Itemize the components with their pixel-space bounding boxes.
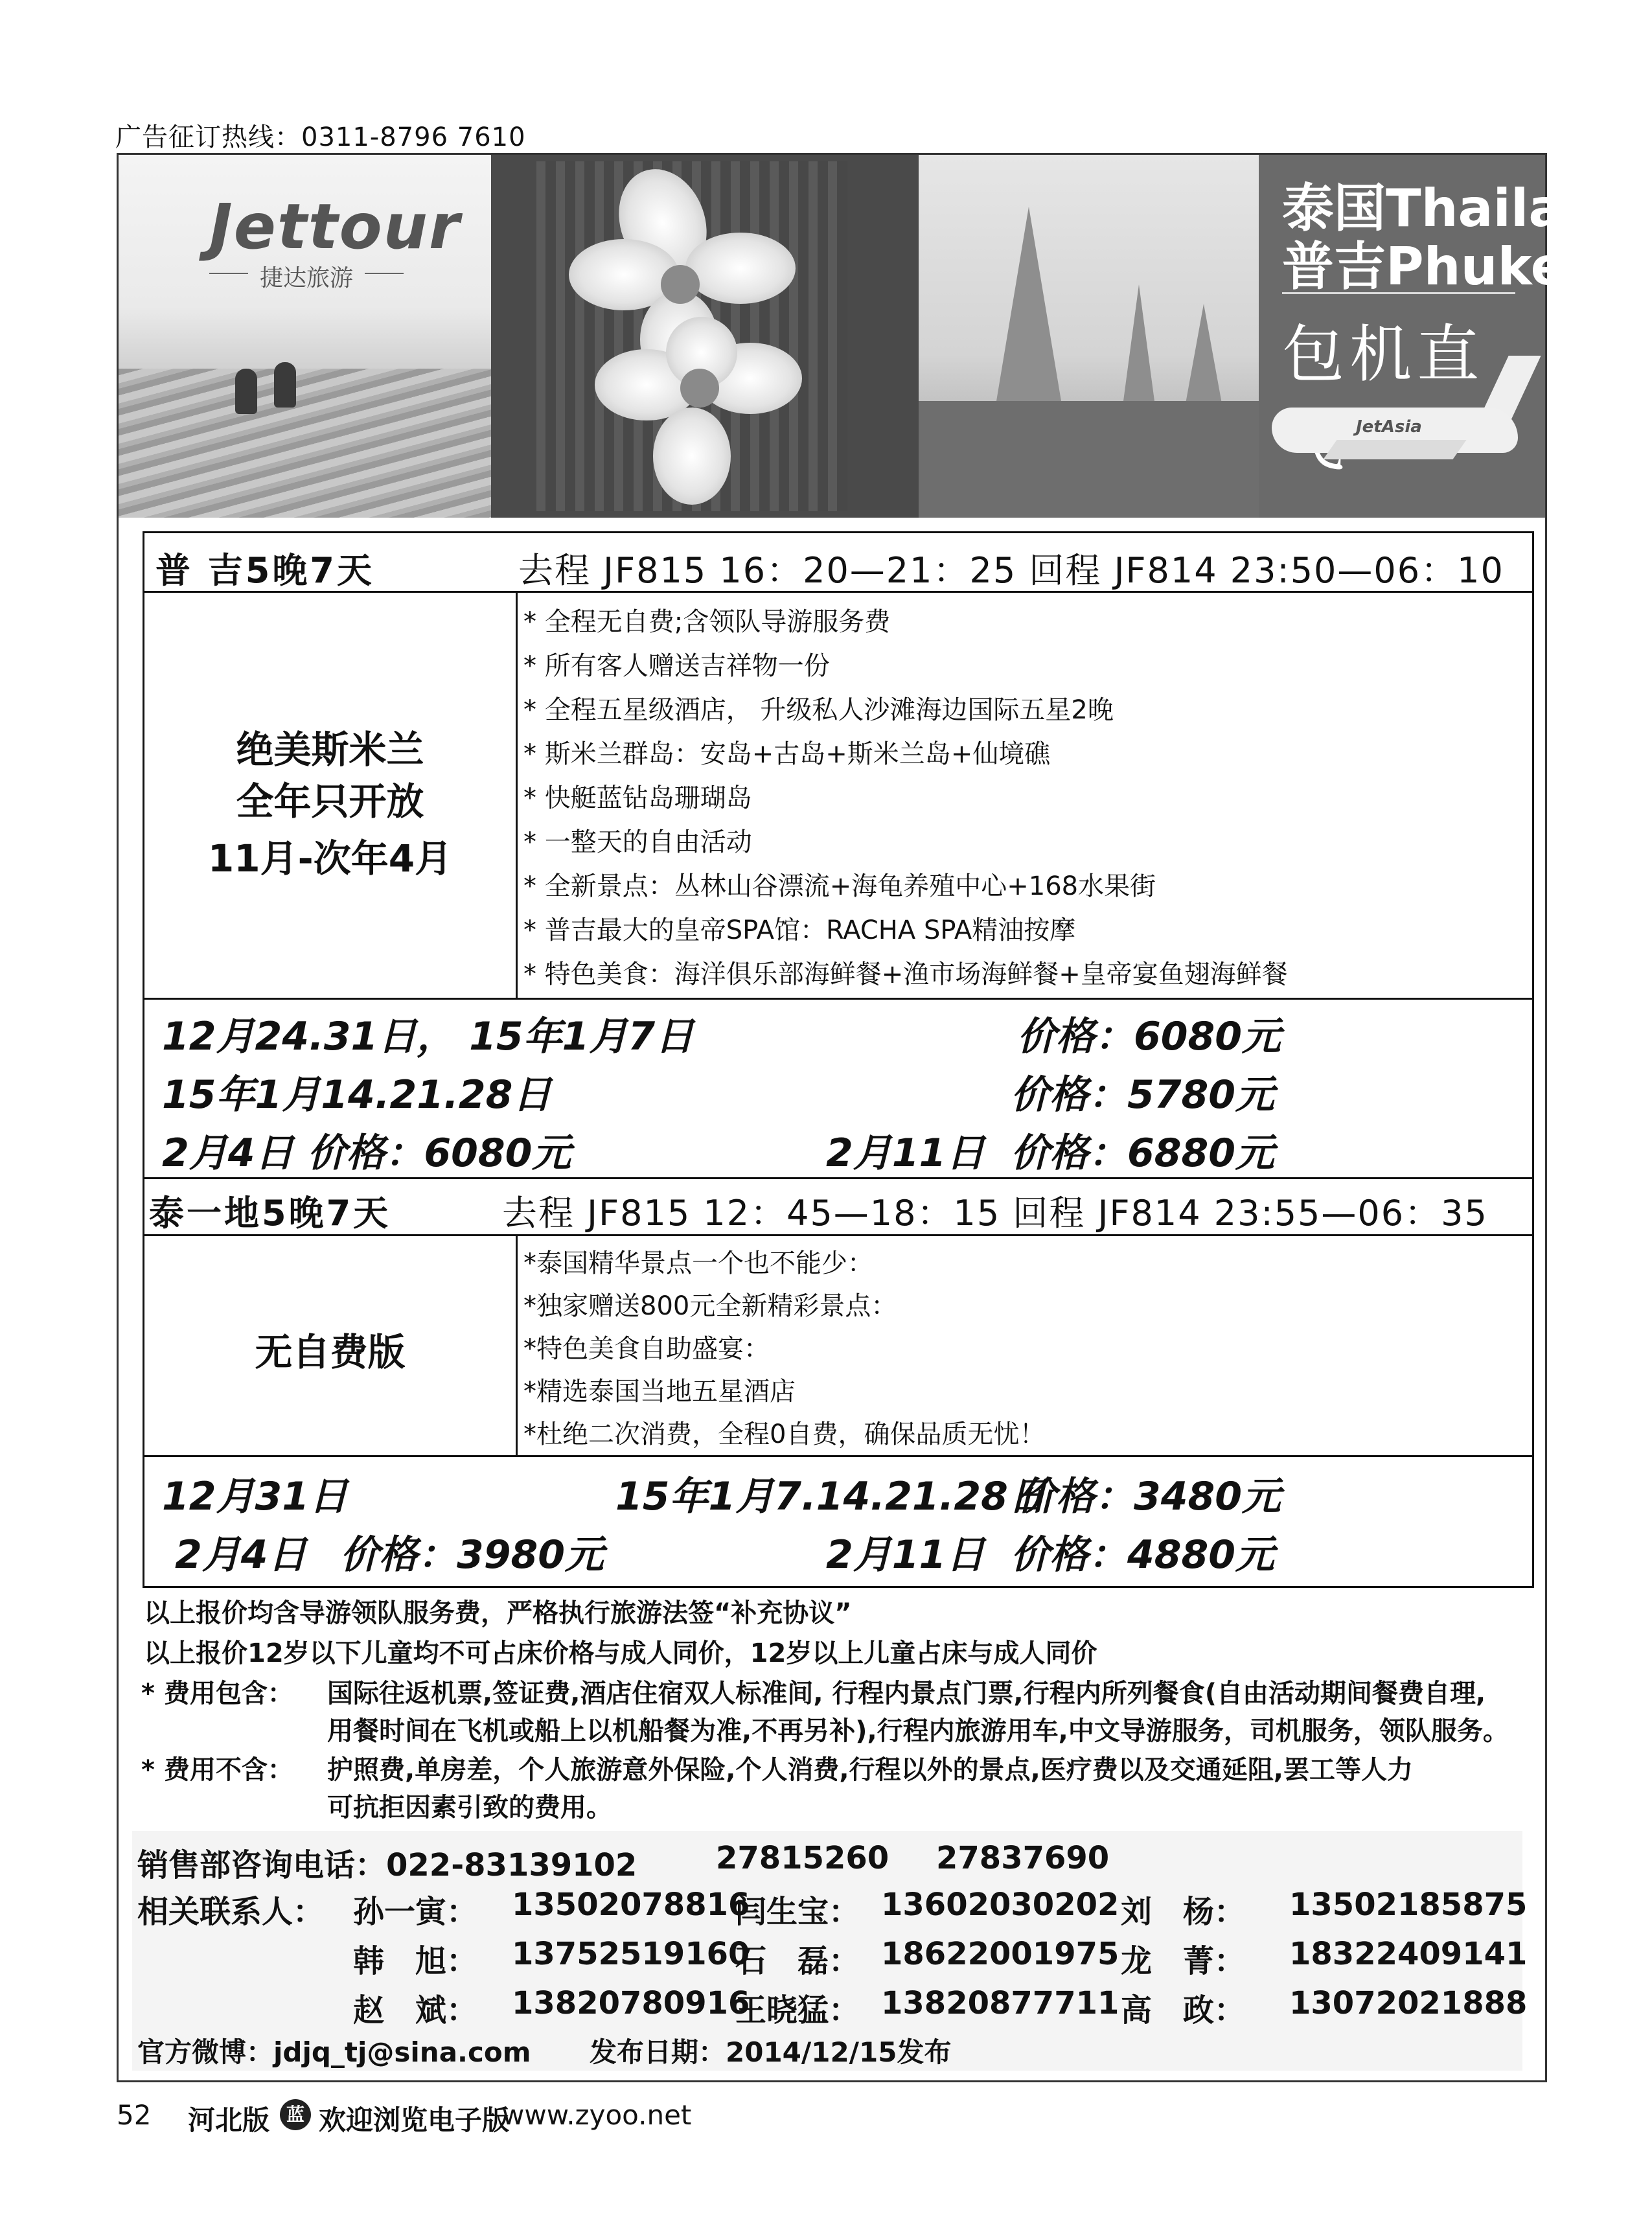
section1-price: 价格：6880元: [1011, 1131, 1274, 1176]
section1-feature: * 所有客人赠送吉祥物一份: [523, 651, 830, 681]
jettour-logo-subtitle: 捷达旅游: [259, 265, 353, 292]
contact-name: 闫生宝：: [735, 1894, 860, 1930]
contact-phone: 13820780916: [512, 1985, 750, 2021]
airline-logo: JetAsia: [1356, 417, 1422, 437]
section1-dates: 2月4日 价格：6080元: [162, 1131, 571, 1176]
table-rule: [143, 998, 1534, 1000]
lan-badge-icon: 蓝: [280, 2099, 311, 2130]
contact-people-label: 相关联系人：: [137, 1894, 325, 1930]
title-panel: [1259, 155, 1638, 518]
welcome-text: 欢迎浏览电子版: [319, 2104, 510, 2136]
ad-hotline: 广告征订热线：0311-8796 7610: [115, 122, 526, 152]
contact-phone: 13820877711: [881, 1985, 1119, 2021]
section1-feature: * 全新景点：丛林山谷漂流+海龟养殖中心+168水果街: [523, 871, 1156, 901]
section1-feature: * 斯米兰群岛：安岛+古岛+斯米兰岛+仙境礁: [523, 739, 1051, 769]
section2-feature: *精选泰国当地五星酒店: [523, 1377, 796, 1407]
fee-include-text: 国际往返机票,签证费,酒店住宿双人标准间, 行程内景点门票,行程内所列餐食(自由活动期间餐费自理,: [327, 1679, 1486, 1708]
section1-feature: * 快艇蓝钻岛珊瑚岛: [523, 783, 752, 813]
section1-highlight: 绝美斯米兰: [236, 728, 424, 772]
contact-phone: 13502185875: [1289, 1887, 1528, 1923]
section2-flight: 去程 JF815 12：45—18：15 回程 JF814 23:55—06：35: [502, 1193, 1488, 1234]
section1-feature: * 特色美食：海洋俱乐部海鲜餐+渔市场海鲜餐+皇帝宴鱼翅海鲜餐: [523, 960, 1288, 989]
page-number: 52: [117, 2099, 152, 2131]
section2-feature: *特色美食自助盛宴：: [523, 1334, 770, 1364]
section1-dates: 15年1月14.21.28日: [162, 1072, 552, 1118]
contact-name: 高 政：: [1121, 1992, 1246, 2029]
sea-water: [119, 369, 491, 518]
temple-photo: [919, 155, 1259, 518]
contact-name: 龙 菁：: [1121, 1943, 1246, 1979]
fee-exclude-text: 护照费,单房差，个人旅游意外保险,个人消费,行程以外的景点,医疗费以及交通延阻,罢工等人力: [327, 1755, 1413, 1785]
contact-name: 赵 斌：: [353, 1992, 478, 2029]
orchid-petal: [685, 233, 796, 304]
orchid-photo: [491, 155, 919, 518]
fee-include-label: * 费用包含：: [141, 1679, 293, 1708]
fee-exclude-text: 可抗拒因素引致的费用。: [327, 1793, 612, 1822]
jettour-logo: Jettour: [209, 190, 461, 263]
section2-dates: 12月31日: [162, 1474, 348, 1519]
official-weibo: 官方微博：jdjq_tj@sina.com: [137, 2036, 531, 2068]
section2-price: 价格：3480元: [1017, 1474, 1281, 1519]
sales-phone: 27815260: [716, 1840, 889, 1876]
beach-photo: [119, 155, 491, 518]
table-column-divider: [516, 591, 518, 998]
contact-name: 韩 旭：: [353, 1943, 478, 1979]
section1-feature: * 全程五星级酒店， 升级私人沙滩海边国际五星2晚: [523, 695, 1114, 725]
banner-charter-flight: 包机直: [1282, 318, 1484, 391]
note-line: 以上报价均含导游领队服务费，严格执行旅游法签“补充协议”: [144, 1598, 852, 1628]
airplane-wing: [1323, 440, 1466, 459]
contact-name: 刘 杨：: [1121, 1894, 1246, 1930]
temple-base: [919, 401, 1259, 518]
banner-divider: [1282, 292, 1515, 294]
swimmer-figure: [235, 369, 257, 414]
contact-phone: 18322409141: [1289, 1936, 1528, 1972]
edition-label: 河北版: [188, 2104, 270, 2136]
contact-phone: 13072021888: [1289, 1985, 1528, 2021]
contact-phone: 13502078816: [512, 1887, 750, 1923]
section2-price: 价格：4880元: [1011, 1532, 1274, 1578]
contact-phone: 13602030202: [881, 1887, 1119, 1923]
site-link[interactable]: www.zyoo.net: [502, 2099, 692, 2131]
section1-highlight: 11月-次年4月: [207, 836, 453, 880]
section1-title: 普 吉5晚7天: [155, 550, 374, 591]
section2-dates: 2月4日: [175, 1532, 307, 1578]
contact-phone: 18622001975: [881, 1936, 1119, 1972]
table-rule: [143, 1455, 1534, 1457]
banner-title-thailand: 泰国Thailand: [1282, 178, 1638, 238]
release-date: 发布日期：2014/12/15发布: [590, 2036, 952, 2068]
section2-title: 泰一地5晚7天: [149, 1193, 391, 1234]
contact-name: 王晓猛：: [735, 1992, 860, 2029]
section2-dates: 15年1月7.14.21.28日: [615, 1474, 1047, 1519]
section1-flight: 去程 JF815 16：20—21：25 回程 JF814 23:50—06：10: [518, 550, 1504, 591]
section1-price: 价格：5780元: [1011, 1072, 1274, 1118]
fee-exclude-label: * 费用不含：: [141, 1755, 293, 1785]
sales-phone: 27837690: [936, 1840, 1110, 1876]
section1-dates: 2月11日: [826, 1131, 985, 1176]
section1-feature: * 一整天的自由活动: [523, 827, 752, 857]
orchid-petal: [653, 408, 731, 505]
section2-feature: *杜绝二次消费，全程0自费，确保品质无忧！: [523, 1420, 1046, 1449]
section1-dates: 12月24.31日， 15年1月7日: [162, 1014, 694, 1059]
sales-phone: 销售部咨询电话：022-83139102: [137, 1847, 637, 1883]
logo-rule-right: [365, 273, 404, 274]
contact-name: 孙一寅：: [353, 1894, 478, 1930]
section2-feature: *泰国精华景点一个也不能少：: [523, 1248, 873, 1278]
section2-dates: 2月11日: [826, 1532, 985, 1578]
section1-feature: * 普吉最大的皇帝SPA馆：RACHA SPA精油按摩: [523, 915, 1076, 945]
section1-price: 价格：6080元: [1017, 1014, 1281, 1059]
section2-highlight: 无自费版: [255, 1330, 406, 1374]
contact-phone: 13752519160: [512, 1936, 750, 1972]
note-line: 以上报价12岁以下儿童均不可占床价格与成人同价，12岁以上儿童占床与成人同价: [144, 1638, 1097, 1668]
fee-include-text: 用餐时间在飞机或船上以机船餐为准,不再另补),行程内旅游用车,中文导游服务，司机服务，领队服务。: [327, 1716, 1509, 1746]
section2-price: 价格：3980元: [340, 1532, 604, 1578]
banner: [119, 155, 1638, 518]
contact-name: 石 磊：: [735, 1943, 860, 1979]
orchid-center: [661, 265, 700, 304]
swimmer-figure: [274, 362, 296, 408]
section1-feature: * 全程无自费;含领队导游服务费: [523, 607, 891, 637]
orchid-center: [680, 369, 719, 408]
banner-title-phuket: 普吉Phuket: [1282, 236, 1591, 297]
section2-feature: *独家赠送800元全新精彩景点：: [523, 1291, 897, 1321]
section1-highlight: 全年只开放: [236, 779, 424, 823]
table-column-divider: [516, 1234, 518, 1455]
